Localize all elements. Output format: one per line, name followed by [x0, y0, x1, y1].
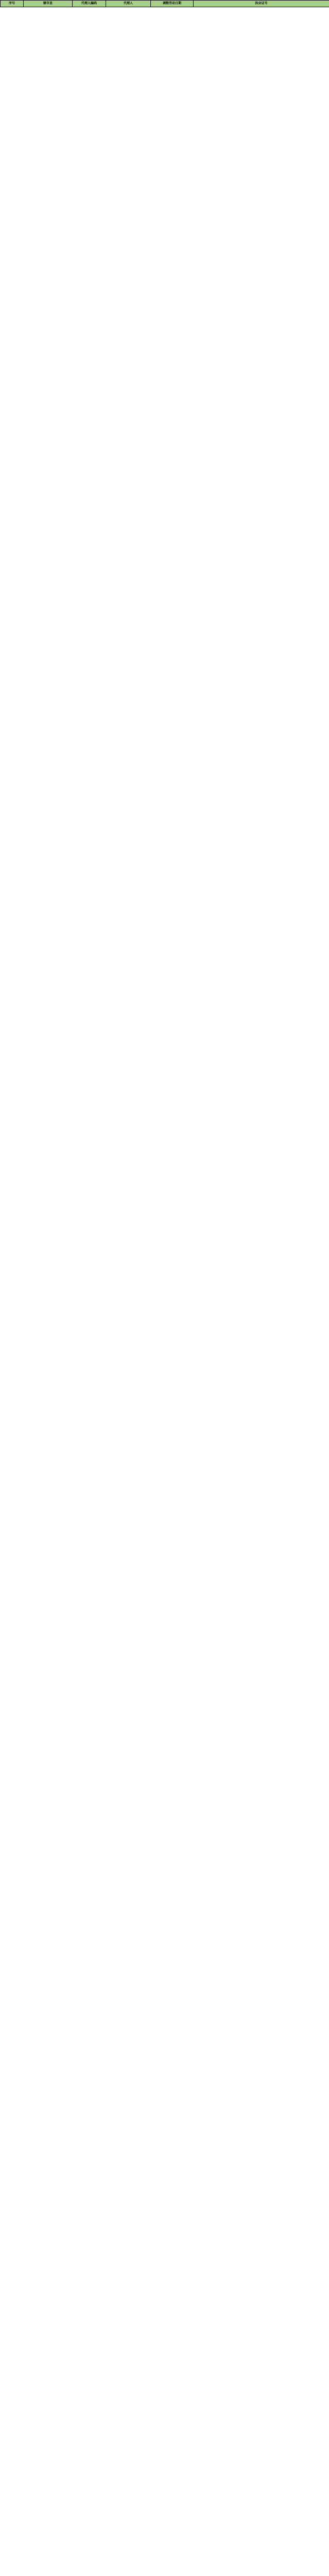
header-certificate-number: 执业证号	[194, 1, 329, 7]
table-header	[1, 1, 329, 7]
header-serial-number: 序号	[1, 1, 24, 7]
header-region: 辖市县	[24, 1, 73, 7]
header-agent-code: 代理人编码	[73, 1, 106, 7]
header-row	[1, 1, 329, 7]
header-agent-name: 代理人	[106, 1, 151, 7]
agent-table-sheet	[0, 0, 329, 7]
header-adjust-date: 调整劳动日期	[151, 1, 194, 7]
agent-table	[0, 0, 329, 7]
